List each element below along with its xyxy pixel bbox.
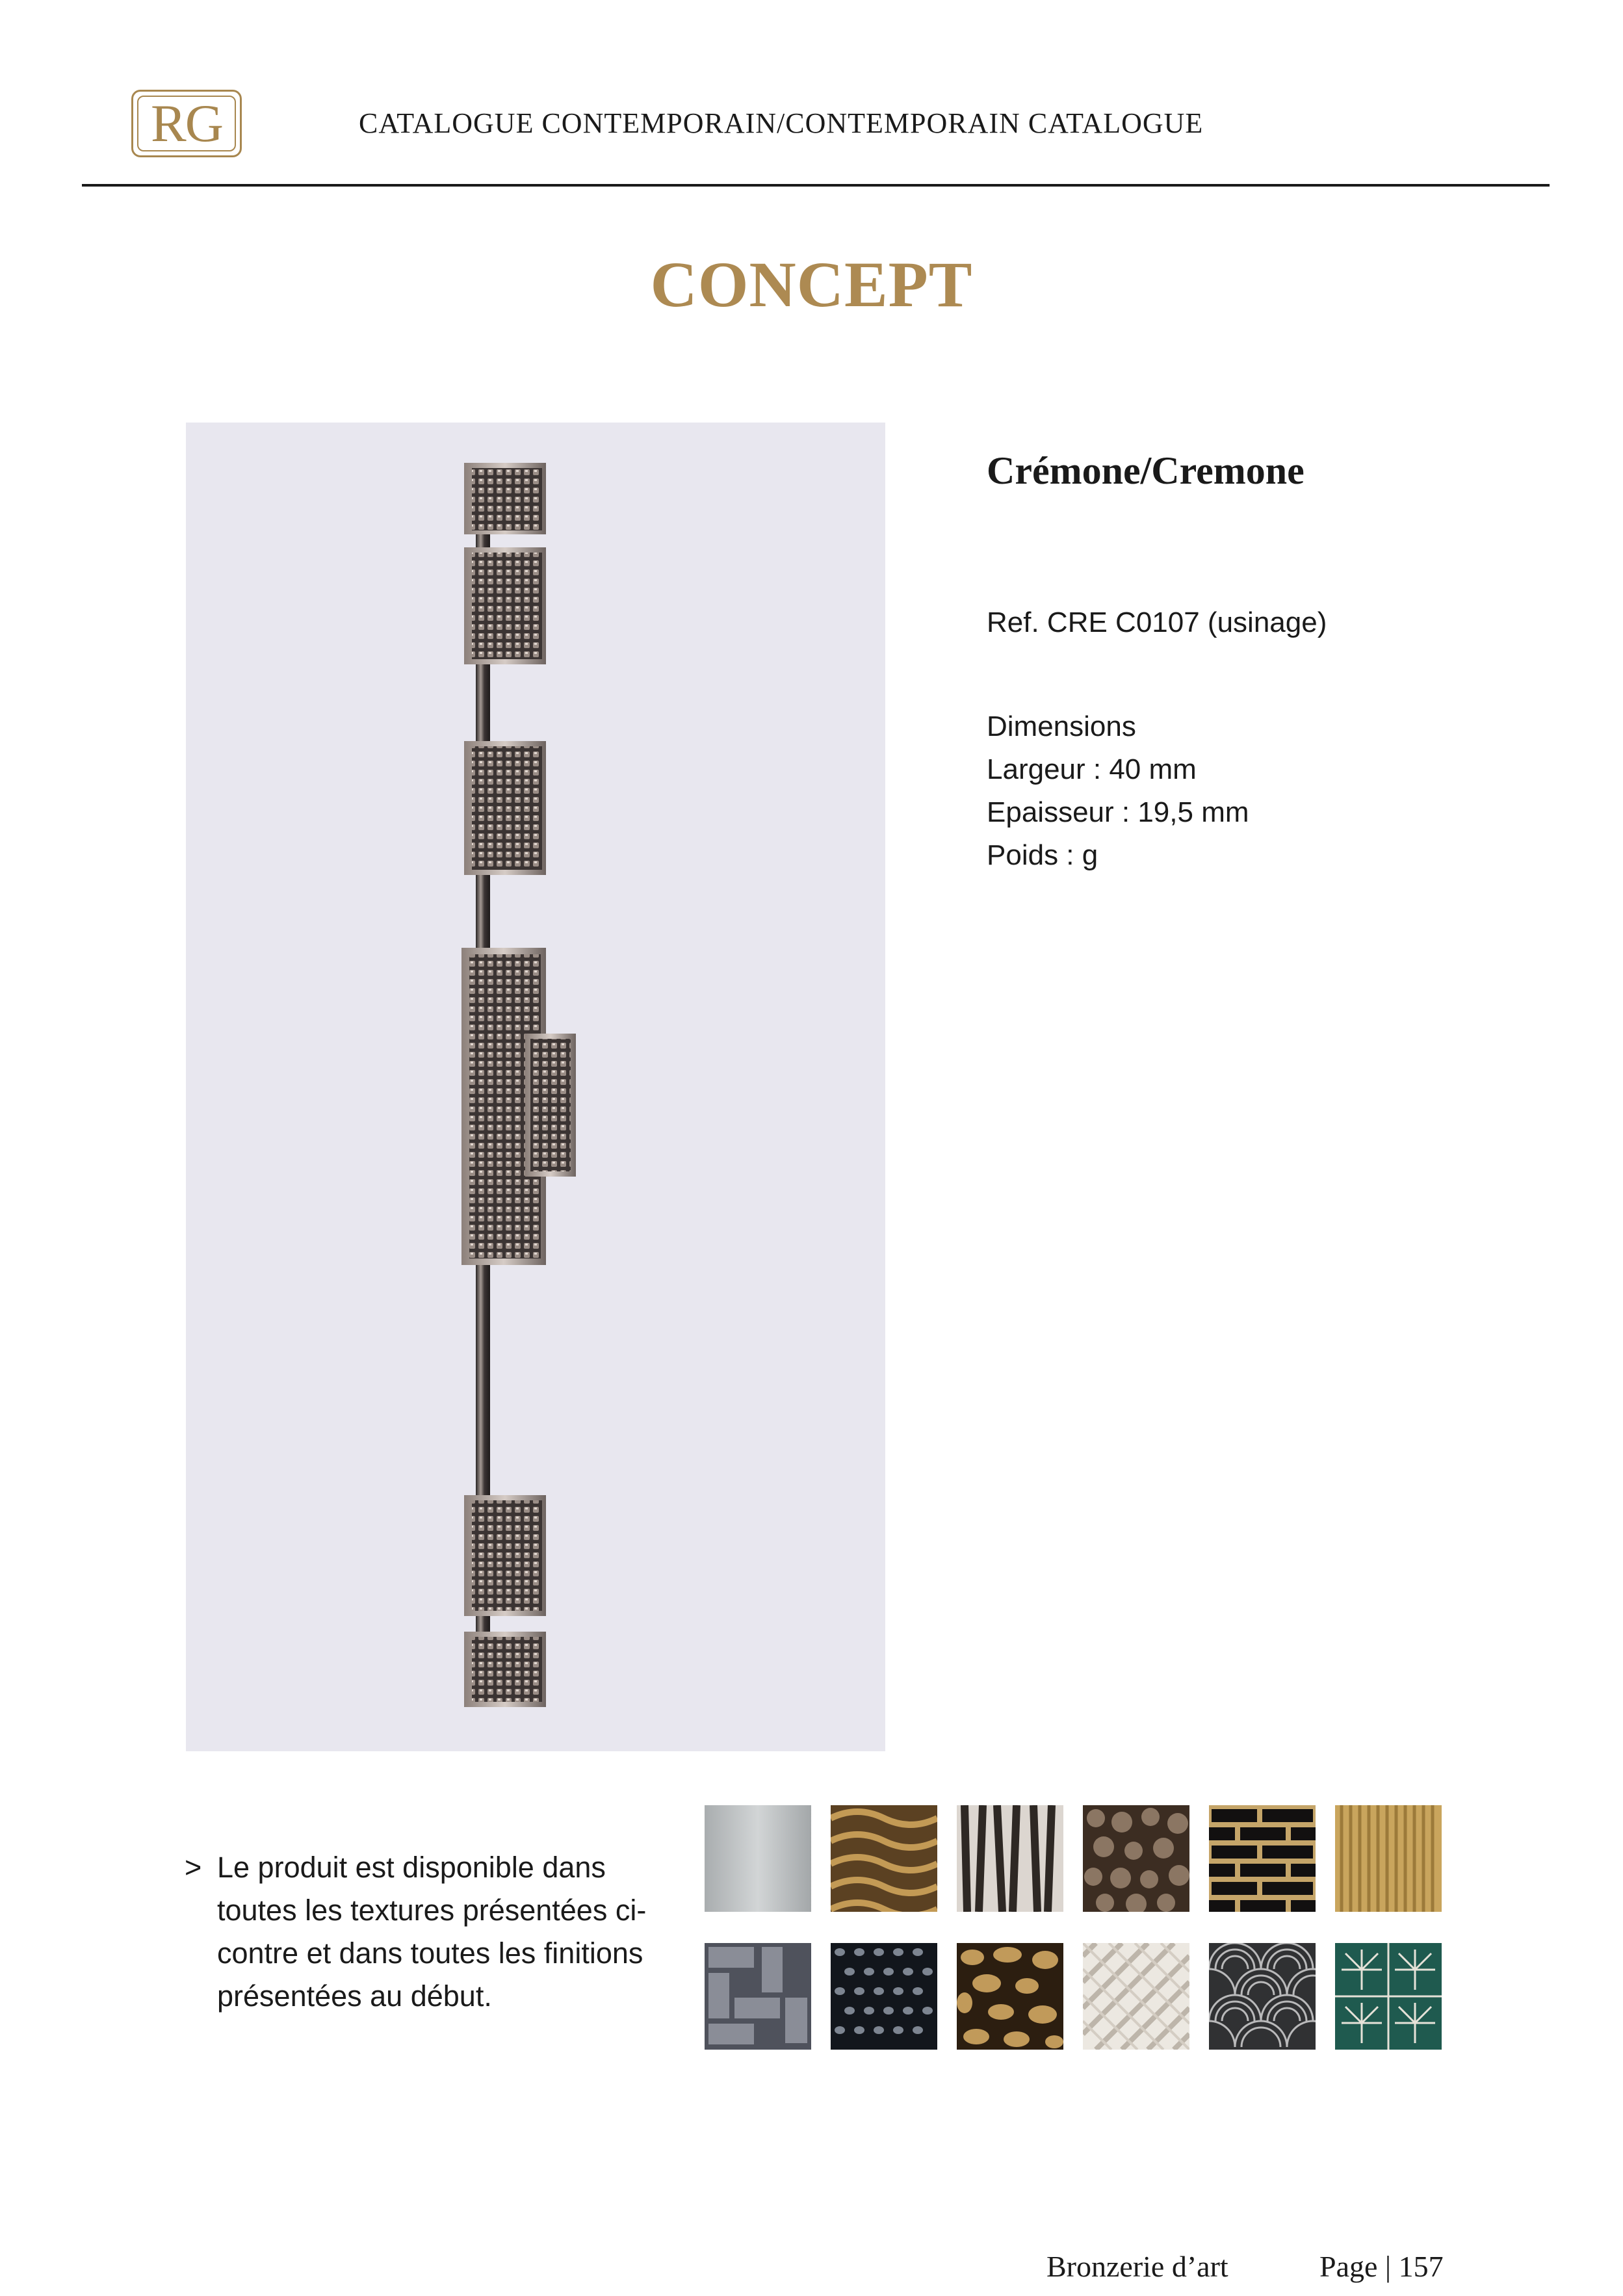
cremone-illustration [186,423,885,1751]
texture-swatch [1335,1943,1442,2050]
texture-swatch [957,1805,1063,1912]
texture-swatch [705,1943,811,2050]
texture-swatch [831,1805,937,1912]
texture-swatch [1335,1805,1442,1912]
texture-swatch-grid [705,1805,1443,2054]
dimension-thickness: Epaisseur : 19,5 mm [987,796,1249,828]
texture-swatch [1209,1805,1316,1912]
header-divider [82,184,1550,187]
note-text: Le produit est disponible dans toutes les textures présentées ci-contre et dans toutes les finitions présentées au début. [217,1851,647,2013]
cremone-block-3 [464,741,546,875]
texture-swatch [1083,1805,1189,1912]
cremone-block-5 [464,1495,546,1616]
footer-brand: Bronzerie d’art [1046,2250,1228,2283]
texture-swatch [1209,1943,1316,2050]
texture-swatch [831,1943,937,2050]
dimension-width: Largeur : 40 mm [987,753,1197,785]
texture-swatch [957,1943,1063,2050]
note-bullet: > [185,1851,202,1884]
product-name: Crémone/Cremone [987,449,1305,492]
catalogue-title: CATALOGUE CONTEMPORAIN/CONTEMPORAIN CATALOGUE [359,107,1204,139]
logo-text: RG [151,94,222,153]
dimension-weight: Poids : g [987,839,1098,871]
texture-swatch [705,1805,811,1912]
rg-logo [131,90,242,157]
texture-swatch [1083,1943,1189,2050]
cremone-block-bottom [464,1632,546,1707]
product-reference: Ref. CRE C0107 (usinage) [987,607,1327,638]
page-number: Page | 157 [1319,2250,1444,2283]
dimensions-block [987,705,1249,877]
cremone-block-top [464,463,546,534]
product-image [186,423,885,1751]
cremone-handle-block [461,948,576,1265]
page-title: CONCEPT [650,248,973,320]
dimensions-heading: Dimensions [987,711,1136,742]
cremone-block-2 [464,547,546,664]
